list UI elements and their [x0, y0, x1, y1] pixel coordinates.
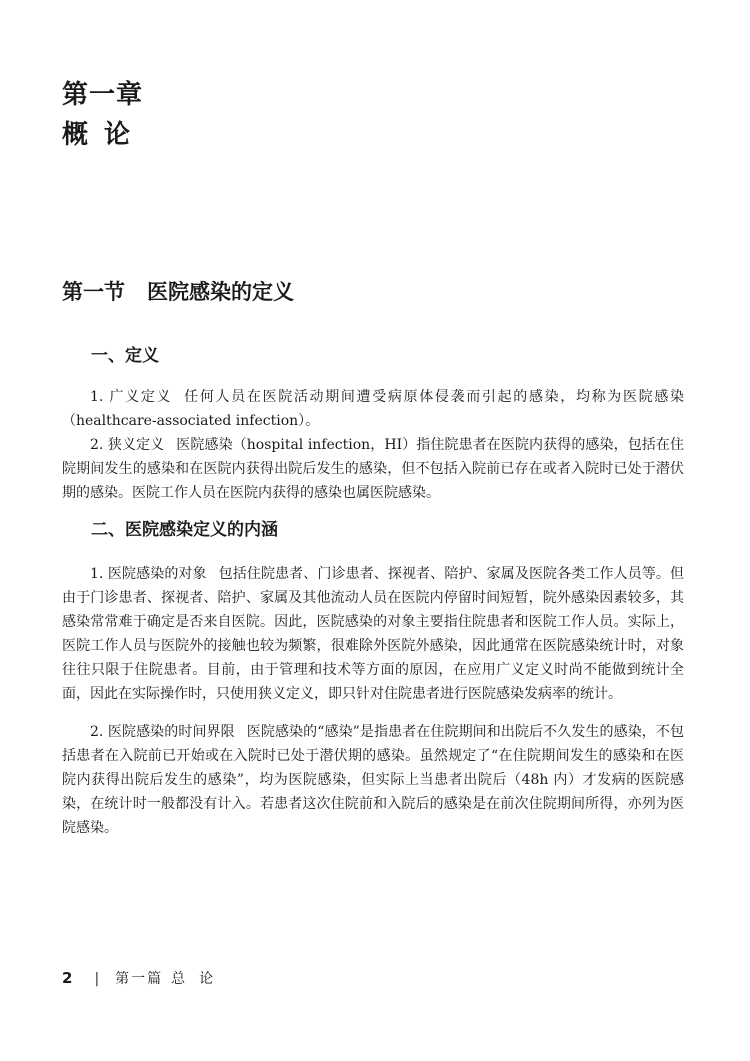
- page-footer: [62, 968, 227, 989]
- footer-part-name: 总论: [171, 971, 228, 987]
- paragraph-term: 1. 医院感染的对象: [90, 566, 207, 582]
- paragraph-term: 1. 广义定义: [90, 389, 173, 405]
- section-name: 医院感染的定义: [147, 280, 294, 304]
- paragraph-infection-subjects: [62, 562, 684, 706]
- paragraph-text: 医院感染（hospital infection，HI）指住院患者在医院内获得的感染，包括在住院期间发生的感染和在医院内获得出院后发生的感染，但不包括入院前已存在或者入院时已处于潜伏期的感染。医院工作人员在医院内获得的感染也属医院感染。: [62, 437, 684, 501]
- paragraph-term: 2. 狭义定义: [90, 437, 165, 453]
- section-number: 第一节: [62, 280, 125, 304]
- chapter-title: 概论: [62, 120, 147, 150]
- section-title: [62, 278, 294, 306]
- page-number: 2: [62, 969, 73, 987]
- footer-separator: |: [94, 971, 100, 987]
- chapter-label: 第一章: [62, 80, 144, 110]
- subsection-heading-connotation: 二、医院感染定义的内涵: [91, 520, 278, 540]
- paragraph-text: 任何人员在医院活动期间遭受病原体侵袭而引起的感染，均称为医院感染（healthcare-associated infection）。: [62, 389, 684, 429]
- paragraph-text: 医院感染的“感染”是指患者在住院期间和出院后不久发生的感染，不包括患者在入院前已开始或在入院时已处于潜伏期的感染。虽然规定了“在住院期间发生的感染和在医院内获得出院后发生的感染”，均为医院感染，但实际上当患者出院后（48h 内）才发病的医院感染，在统计时一般都没有计入。若患者这次住院前和入院后的感染是在前次住院期间所得，亦列为医院感染。: [62, 724, 684, 836]
- paragraph-text: 包括住院患者、门诊患者、探视者、陪护、家属及医院各类工作人员等。但由于门诊患者、探视者、陪护、家属及其他流动人员在医院内停留时间短暂，院外感染因素较多，其感染常常难于确定是否来自医院。因此，医院感染的对象主要指住院患者和医院工作人员。实际上，医院工作人员与医院外的接触也较为频繁，很难除外医院外感染，因此通常在医院感染统计时，对象往往只限于住院患者。目前，由于管理和技术等方面的原因，在应用广义定义时尚不能做到统计全面，因此在实际操作时，只使用狭义定义，即只针对住院患者进行医院感染发病率的统计。: [62, 566, 685, 702]
- footer-part: 第一篇: [115, 971, 164, 987]
- paragraph-time-boundary: [62, 720, 684, 840]
- paragraph-broad-definition: [62, 385, 684, 433]
- subsection-heading-definition: 一、定义: [91, 346, 159, 366]
- paragraph-narrow-definition: [62, 433, 684, 505]
- paragraph-term: 2. 医院感染的时间界限: [90, 724, 235, 740]
